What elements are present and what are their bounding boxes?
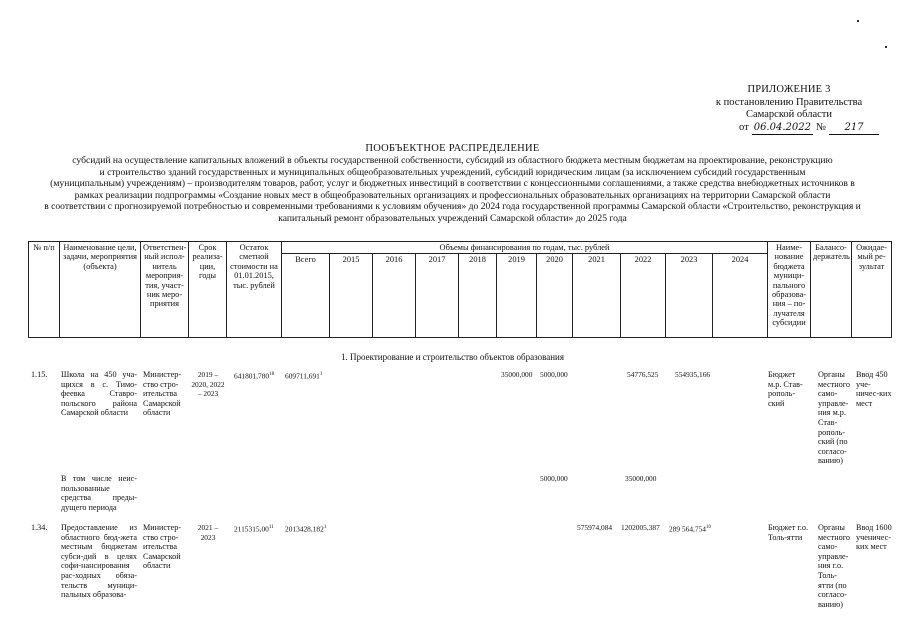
subtitle-line: в соответствии с прогнозируемой потребностью и современными требованиями к условиям обучения» до 2024 года государственной программы Самарской области «Строительство, реконструкция и: [44, 201, 861, 213]
row-115-unused-name: В том числе неис-пользованные средства преды-дущего периода: [61, 474, 137, 512]
appendix-line1: к постановлению Правительства: [715, 96, 863, 108]
row-115-y2022: 54776,525: [627, 370, 659, 379]
scan-speck: [857, 20, 859, 22]
header-period: Срок реализа-ции, годы: [189, 242, 227, 338]
row-134-remaining-value: 2115315,00: [234, 524, 269, 534]
handwritten-number: 217: [829, 122, 879, 136]
row-134-responsible: Министер-ство стро-ительства Самарской области: [143, 523, 182, 571]
header-year-2023: 2023: [666, 254, 713, 338]
header-year-2017: 2017: [416, 254, 459, 338]
row-134-total-footnote: 1: [323, 525, 327, 530]
row-115-result: Ввод 450 уче-ничес-ких мест: [856, 370, 892, 408]
row-134-total-value: 2013428,182: [285, 524, 324, 534]
header-num: № п/п: [29, 242, 60, 338]
header-year-2020: 2020: [537, 254, 573, 338]
section-heading: 1. Проектирование и строительство объектов образования: [341, 352, 564, 362]
appendix-title: ПРИЛОЖЕНИЕ 3: [747, 84, 831, 95]
document-title: ПООБЪЕКТНОЕ РАСПРЕДЕЛЕНИЕ: [365, 143, 540, 154]
header-volumes: Объемы финансирования по годам, тыс. рублей: [282, 242, 768, 254]
handwritten-date: 06.04.2022: [752, 122, 813, 136]
row-134-y2023: [669, 523, 711, 534]
subtitle-line: и строительство зданий государственных и муниципальных общеобразовательных учреждений, субсидий юридическим лицам (за исключением субсидий государственным: [99, 166, 806, 178]
row-115-name: Школа на 450 уча-щихся в с. Тимо-феевка Ставро-польского района Самарской области: [61, 370, 137, 418]
header-year-2022: 2022: [621, 254, 666, 338]
row-115-remaining-value: 641801,780: [234, 371, 270, 381]
header-year-2019: 2019: [497, 254, 537, 338]
row-134-remaining-footnote: 11: [268, 525, 274, 530]
header-budget: Наиме-нование бюджета муници-пального образова-ния – по-лучателя субсидии: [768, 242, 811, 338]
header-holder: Балансо-держатель: [811, 242, 852, 338]
row-115-total: [285, 370, 322, 381]
document-subtitle: [0, 155, 905, 225]
header-responsible: Ответствен-ный испол-нитель мероприя-тия, участ-ник меро-приятия: [141, 242, 189, 338]
row-115-y2019: 35000,000: [501, 370, 533, 379]
row-115-num: 1.15.: [31, 370, 48, 379]
header-year-2021: 2021: [573, 254, 621, 338]
header-year-2016: 2016: [373, 254, 416, 338]
row-134-total: [285, 523, 326, 534]
row-115-total-value: 609711,691: [285, 371, 320, 381]
number-label: №: [815, 121, 826, 133]
from-label: от: [739, 121, 749, 133]
header-total: Всего: [282, 254, 330, 338]
header-year-2018: 2018: [459, 254, 497, 338]
subtitle-line: рамках реализации подпрограммы «Создание новых мест в общеобразовательных организациях и профессиональных образовательных организациях на территории Самарской области: [74, 189, 831, 201]
scan-speck: [885, 46, 887, 48]
row-115-holder: Органы местного само-управле-ния м.р. Став-рополь-ский (по согласо-ванию): [818, 370, 850, 466]
row-134-y2021: 575974,084: [577, 523, 613, 532]
header-year-2024: 2024: [713, 254, 768, 338]
subtitle-line: капитальный ремонт образовательных учреждений Самарской области» до 2025 года: [278, 212, 627, 224]
subtitle-line: (муниципальным) учреждениям) – производителям товаров, работ, услуг и бюджетных инвестиций в соответствии с концессионными соглашениями, а также средства внебюджетных источников в: [50, 178, 855, 190]
header-remaining: Остаток сметной стоимости на 01.01.2015, тыс. рублей: [227, 242, 282, 338]
row-134-result: Ввод 1600 ученичес-ких мест: [856, 523, 892, 552]
row-134-y2023-footnote: 10: [705, 525, 711, 530]
row-134-name: Предоставление из областного бюд-жета местным бюджетам субси-дий в целях софи-нансирования рас-ходных обяза-тельств муници-пальных образова-: [61, 523, 137, 600]
row-115-remaining: [234, 370, 274, 381]
row-115-period: 2019 – 2020, 2022 – 2023: [191, 370, 225, 399]
row-134-y2022: 1202005,387: [621, 523, 660, 532]
row-115-y2023: 554935,166: [675, 370, 711, 379]
header-table: [28, 241, 892, 338]
row-115-unused-y2020: 5000,000: [540, 474, 568, 483]
subtitle-line: субсидий на осуществление капитальных вложений в объекты государственной собственности, субсидий из областного бюджета местным бюджетам на проектирование, реконструкцию: [72, 155, 833, 166]
header-result: Ожидае-мый ре-зультат: [852, 242, 892, 338]
header-name: Наименование цели, задачи, мероприятия (объекта): [60, 242, 141, 338]
header-year-2015: 2015: [330, 254, 373, 338]
row-134-budget: Бюджет г.о. Толь-ятти: [768, 523, 808, 542]
appendix-line2: Самарской области: [746, 109, 832, 120]
row-115-unused-y2022: 35000,000: [625, 474, 657, 483]
appendix-signature-line: [699, 122, 879, 136]
row-134-num: 1.34.: [31, 523, 48, 532]
row-115-budget: Бюджет м.р. Став-рополь-ский: [768, 370, 803, 408]
row-134-y2023-value: 289 564,754: [669, 524, 706, 534]
row-134-period: 2021 – 2023: [197, 523, 219, 542]
row-115-y2020: 5000,000: [540, 370, 568, 379]
row-115-responsible: Министер-ство стро-ительства Самарской области: [143, 370, 182, 418]
appendix-block: [699, 84, 879, 135]
row-115-remaining-footnote: 18: [269, 372, 275, 377]
row-134-remaining: [234, 523, 274, 534]
row-115-total-footnote: 1: [319, 372, 323, 377]
row-134-holder: Органы местного само-управле-ния г.о. Толь-ятти (по согласо-ванию): [818, 523, 850, 609]
